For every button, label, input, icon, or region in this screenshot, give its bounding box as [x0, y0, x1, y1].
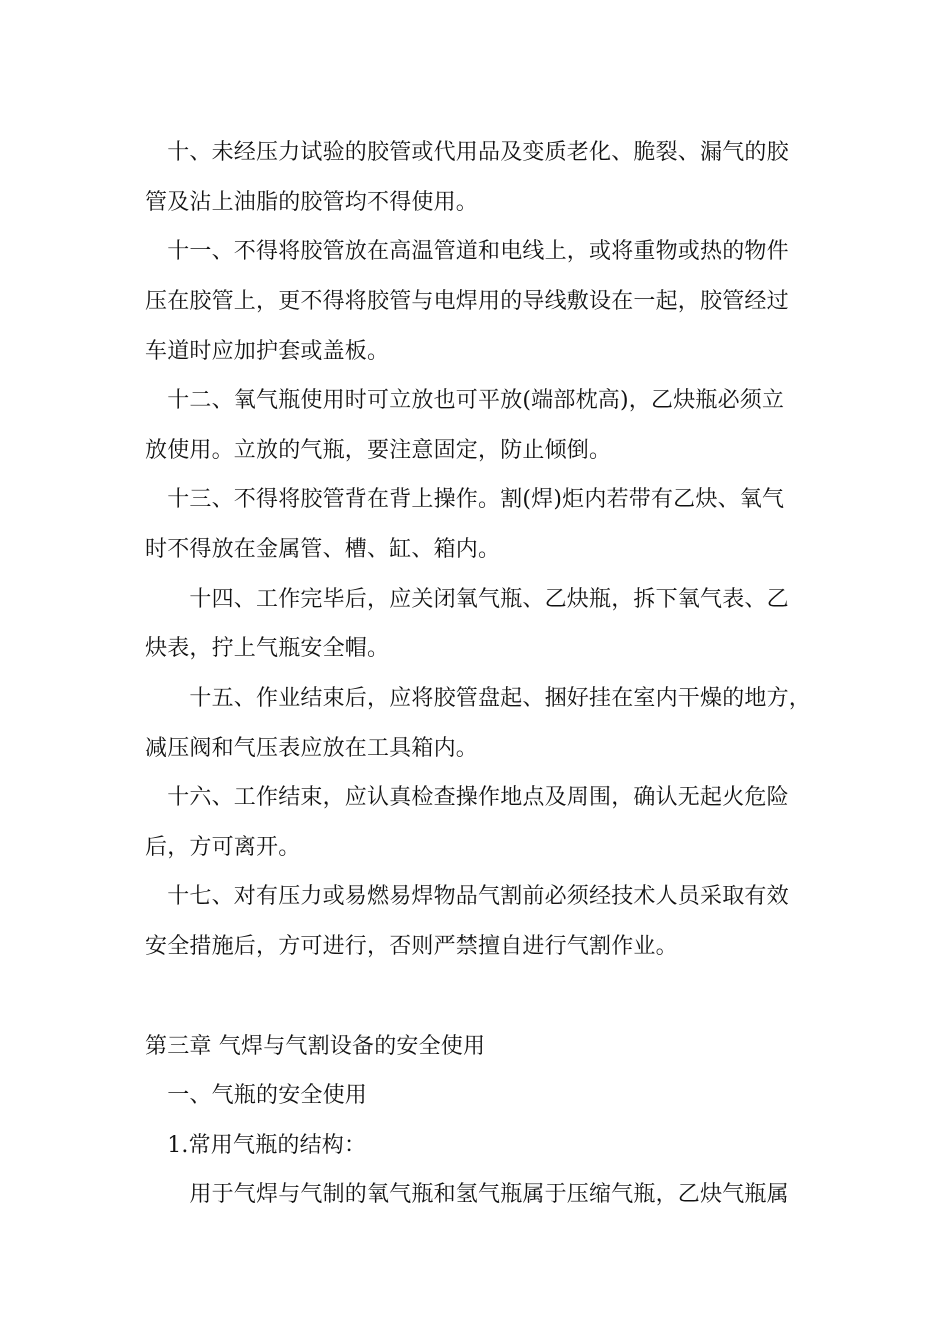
line-16: 十七、对有压力或易燃易焊物品气割前必须经技术人员采取有效 [145, 884, 789, 909]
line-8: 十三、不得将胶管背在背上操作。割(焊)炬内若带有乙炔、氧气 [145, 487, 785, 512]
line-9: 时不得放在金属管、槽、缸、箱内。 [145, 537, 501, 562]
line-3: 十一、不得将胶管放在高温管道和电线上，或将重物或热的物件 [145, 239, 789, 264]
line-7: 放使用。立放的气瓶，要注意固定，防止倾倒。 [145, 438, 612, 463]
line-1: 十、未经压力试验的胶管或代用品及变质老化、脆裂、漏气的胶 [145, 140, 789, 165]
line-21: 用于气焊与气制的氧气瓶和氢气瓶属于压缩气瓶，乙炔气瓶属 [145, 1182, 789, 1207]
line-2: 管及沾上油脂的胶管均不得使用。 [145, 190, 479, 215]
line-17: 安全措施后，方可进行，否则严禁擅自进行气割作业。 [145, 934, 678, 959]
subsection-heading: 1.常用气瓶的结构： [145, 1133, 367, 1158]
line-4: 压在胶管上，更不得将胶管与电焊用的导线敷设在一起，胶管经过 [145, 289, 789, 314]
line-11: 炔表，拧上气瓶安全帽。 [145, 636, 390, 661]
line-14: 十六、工作结束，应认真检查操作地点及周围，确认无起火危险 [145, 785, 789, 810]
section-heading: 一、气瓶的安全使用 [145, 1083, 368, 1108]
line-12: 十五、作业结束后，应将胶管盘起、捆好挂在室内干燥的地方， [145, 686, 812, 711]
chapter-heading: 第三章 气焊与气割设备的安全使用 [145, 1034, 486, 1059]
line-5: 车道时应加护套或盖板。 [145, 339, 390, 364]
line-13: 减压阀和气压表应放在工具箱内。 [145, 736, 479, 761]
line-10: 十四、工作完毕后，应关闭氧气瓶、乙炔瓶，拆下氧气表、乙 [145, 587, 789, 612]
line-15: 后，方可离开。 [145, 835, 301, 860]
line-6: 十二、氧气瓶使用时可立放也可平放(端部枕高)，乙炔瓶必须立 [145, 388, 785, 413]
